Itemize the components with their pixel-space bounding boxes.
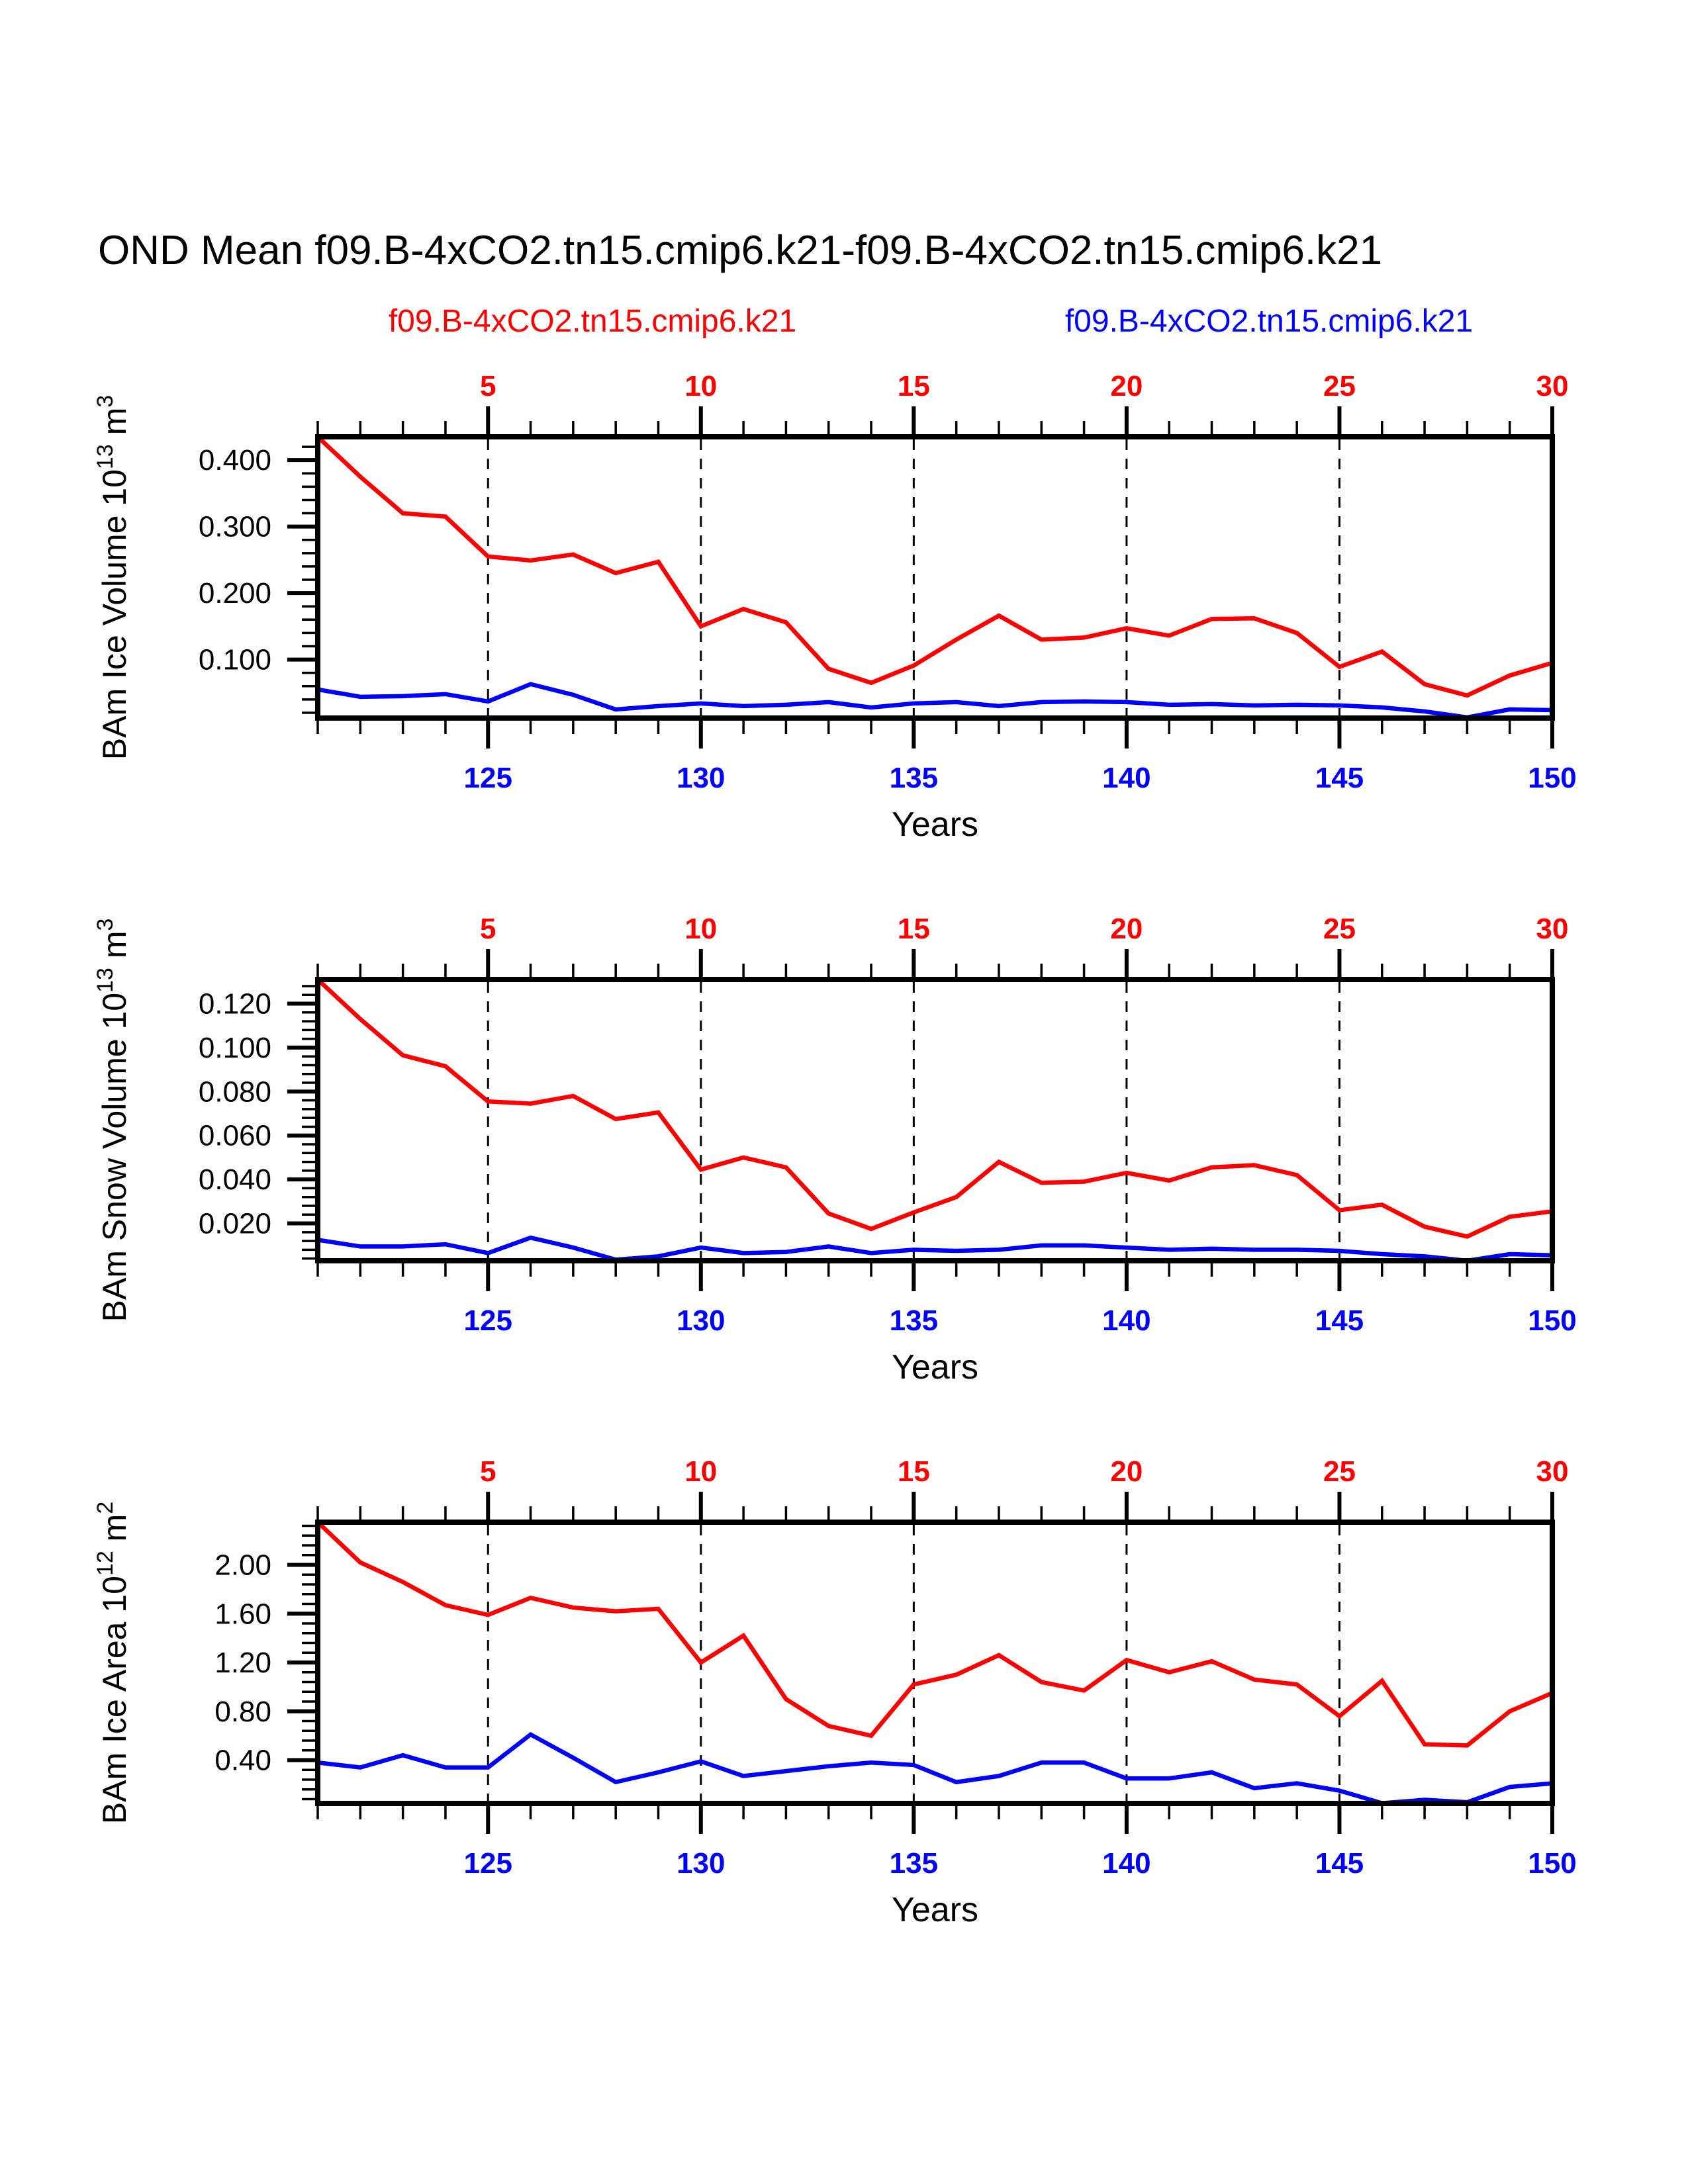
y-axis-tick-label: 0.200: [198, 577, 271, 610]
top-axis-tick-label: 25: [1323, 370, 1356, 402]
bottom-axis-tick-label: 140: [1102, 1847, 1151, 1880]
top-axis-tick-label: 20: [1110, 913, 1143, 945]
bottom-axis-tick-label: 135: [889, 762, 939, 794]
y-axis-title: BAm Ice Volume $10^{13}$ $m^3$: [93, 394, 133, 760]
top-axis-tick-label: 30: [1536, 1455, 1569, 1488]
bottom-axis-tick-label: 150: [1528, 762, 1577, 794]
top-axis-tick-label: 5: [479, 1455, 496, 1488]
bottom-axis-tick-label: 140: [1102, 1304, 1151, 1337]
top-axis-tick-label: 30: [1536, 913, 1569, 945]
legend-label-blue: f09.B-4xCO2.tn15.cmip6.k21: [1064, 304, 1474, 339]
top-axis-tick-label: 5: [479, 370, 496, 402]
bottom-axis-tick-label: 125: [463, 1304, 512, 1337]
y-axis-tick-label: 0.100: [198, 1031, 271, 1064]
y-axis-tick-label: 0.80: [214, 1695, 271, 1728]
bottom-axis-tick-label: 125: [463, 762, 512, 794]
y-axis-title: BAm Snow Volume $10^{13}$ $m^3$: [93, 918, 133, 1322]
y-axis-tick-label: 0.300: [198, 510, 271, 543]
bottom-axis-tick-label: 145: [1315, 1304, 1364, 1337]
x-axis-title: Years: [891, 1348, 979, 1387]
plot-frame: [318, 437, 1552, 718]
bottom-axis-tick-label: 145: [1315, 762, 1364, 794]
x-axis-title: Years: [891, 1891, 979, 1929]
bottom-axis-tick-label: 135: [889, 1847, 939, 1880]
top-axis-tick-label: 30: [1536, 370, 1569, 402]
series-line-blue: [318, 1735, 1552, 1803]
bottom-axis-tick-label: 135: [889, 1304, 939, 1337]
y-axis-tick-label: 1.20: [214, 1647, 271, 1680]
top-axis-tick-label: 15: [897, 1455, 930, 1488]
y-axis-tick-label: 0.060: [198, 1119, 271, 1152]
bottom-axis-tick-label: 130: [677, 762, 726, 794]
series-line-red: [318, 1522, 1552, 1745]
y-axis-tick-label: 0.40: [214, 1744, 271, 1777]
top-axis-tick-label: 5: [479, 913, 496, 945]
bottom-axis-tick-label: 130: [677, 1847, 726, 1880]
bottom-axis-tick-label: 145: [1315, 1847, 1364, 1880]
y-axis-tick-label: 2.00: [214, 1549, 271, 1582]
series-line-blue: [318, 684, 1552, 717]
x-axis-title: Years: [891, 805, 979, 844]
y-axis-tick-label: 1.60: [214, 1598, 271, 1631]
y-axis-tick-label: 0.400: [198, 444, 271, 477]
y-axis-tick-label: 0.100: [198, 643, 271, 676]
series-line-red: [318, 979, 1552, 1236]
bottom-axis-tick-label: 150: [1528, 1304, 1577, 1337]
y-axis-title: BAm Ice Area $10^{12}$ $m^2$: [93, 1501, 133, 1825]
top-axis-tick-label: 25: [1323, 913, 1356, 945]
top-axis-tick-label: 15: [897, 370, 930, 402]
legend-label-red: f09.B-4xCO2.tn15.cmip6.k21: [388, 304, 797, 339]
y-axis-tick-label: 0.020: [198, 1207, 271, 1240]
series-line-red: [318, 437, 1552, 696]
top-axis-tick-label: 20: [1110, 370, 1143, 402]
y-axis-tick-label: 0.040: [198, 1163, 271, 1197]
top-axis-tick-label: 15: [897, 913, 930, 945]
page-title: OND Mean f09.B-4xCO2.tn15.cmip6.k21-f09.B-4xCO2.tn15.cmip6.k21: [98, 228, 1383, 273]
top-axis-tick-label: 10: [684, 370, 718, 402]
plot-frame: [318, 1522, 1552, 1803]
top-axis-tick-label: 20: [1110, 1455, 1143, 1488]
top-axis-tick-label: 10: [684, 913, 718, 945]
bottom-axis-tick-label: 140: [1102, 762, 1151, 794]
plot-frame: [318, 979, 1552, 1261]
bottom-axis-tick-label: 125: [463, 1847, 512, 1880]
top-axis-tick-label: 25: [1323, 1455, 1356, 1488]
bottom-axis-tick-label: 130: [677, 1304, 726, 1337]
bottom-axis-tick-label: 150: [1528, 1847, 1577, 1880]
top-axis-tick-label: 10: [684, 1455, 718, 1488]
y-axis-tick-label: 0.120: [198, 987, 271, 1021]
series-line-blue: [318, 1238, 1552, 1261]
y-axis-tick-label: 0.080: [198, 1075, 271, 1109]
